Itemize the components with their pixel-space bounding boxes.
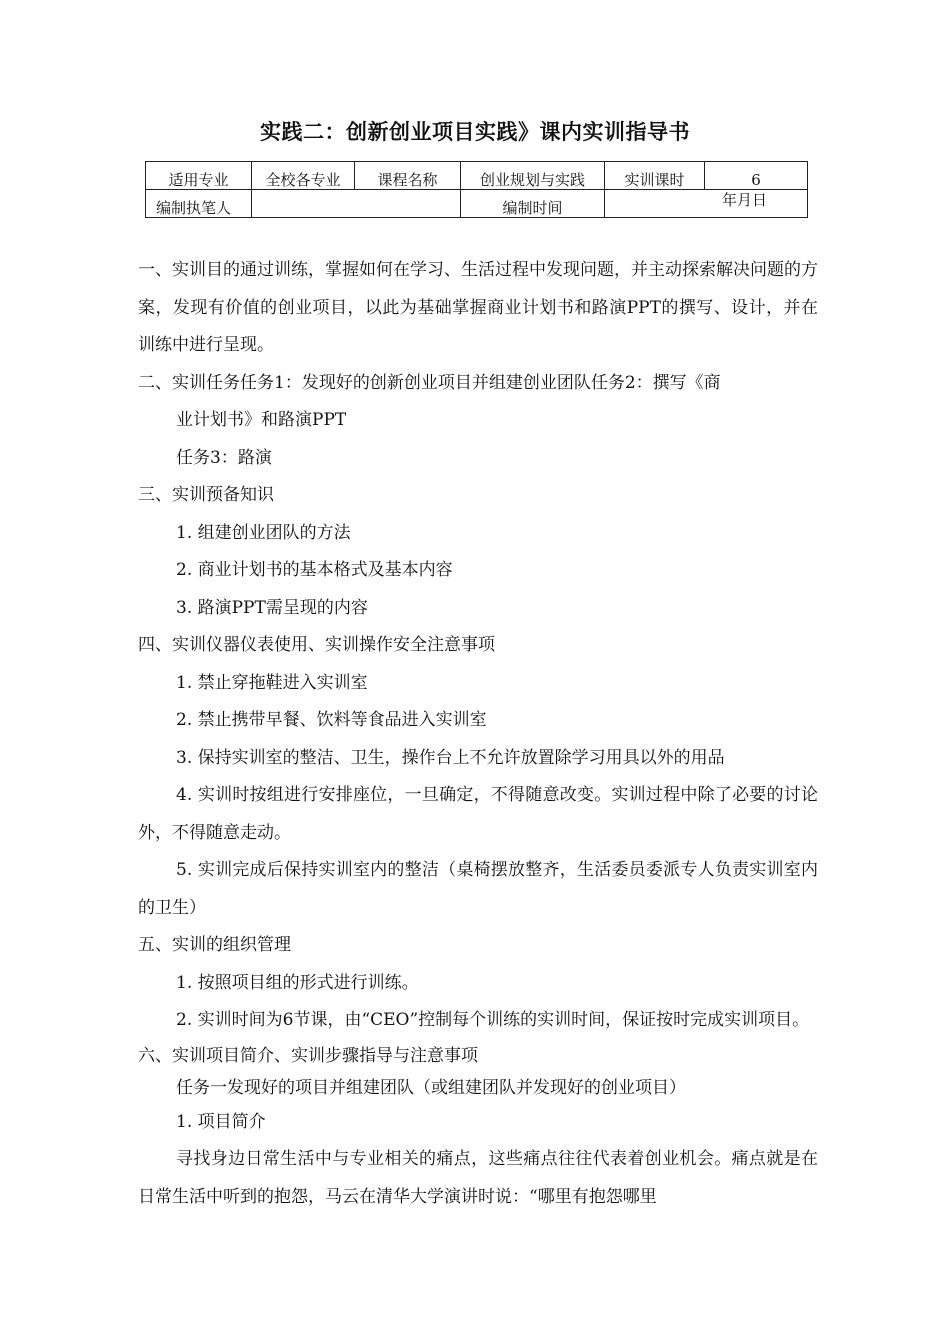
table-row (146, 190, 808, 218)
table-cell: 课程名称 (355, 162, 461, 190)
section-4-heading: 四、实训仪器仪表使用、实训操作安全注意事项 (138, 635, 495, 655)
document-body (138, 252, 818, 1216)
table-cell: 创业规划与实践 (461, 162, 605, 190)
list-item: 4. 实训时按组进行安排座位，一旦确定，不得随意改变。实训过程中除了必要的讨论外，不得随意走动。 (138, 785, 818, 843)
table-cell: 编制执笔人 (146, 190, 252, 218)
table-cell: 编制时间 (461, 190, 605, 218)
table-cell: 实训课时 (605, 162, 705, 190)
list-item: 5. 实训完成后保持实训室内的整洁（桌椅摆放整齐，生活委员委派专人负责实训室内的卫生） (138, 860, 818, 918)
section-6-heading: 六、实训项目简介、实训步骤指导与注意事项 (138, 1045, 478, 1066)
page-title: 实践二：创新创业项目实践》课内实训指导书 (260, 120, 690, 144)
list-item: 1. 组建创业团队的方法 (176, 522, 351, 543)
intro-paragraph: 寻找身边日常生活中与专业相关的痛点，这些痛点往往代表着创业机会。痛点就是在日常生活中听到的抱怨，马云在清华大学演讲时说：“哪里有抱怨哪里 (138, 1149, 818, 1207)
section-1-paragraph: 一、实训目的通过训练，掌握如何在学习、生活过程中发现问题，并主动探索解决问题的方案，发现有价值的创业项目，以此为基础掌握商业计划书和路演PPT的撰写、设计，并在训练中进行呈现。 (138, 260, 818, 355)
list-item: 3. 保持实训室的整洁、卫生，操作台上不允许放置除学习用具以外的用品 (176, 747, 725, 768)
task-one-heading: 任务一发现好的项目并组建团队（或组建团队并发现好的创业项目） (176, 1077, 686, 1098)
section-3-heading: 三、实训预备知识 (138, 485, 274, 505)
list-item: 1. 禁止穿拖鞋进入实训室 (176, 672, 368, 693)
list-item: 3. 路演PPT需呈现的内容 (176, 597, 368, 618)
list-item: 1. 按照项目组的形式进行训练。 (176, 972, 419, 993)
table-row (146, 162, 808, 190)
section-2-heading: 二、实训任务任务1：发现好的创新创业项目并组建创业团队任务2：撰写《商 (138, 372, 721, 393)
table-cell: 6 (705, 162, 808, 190)
table-cell (252, 190, 461, 218)
list-item: 2. 禁止携带早餐、饮料等食品进入实训室 (176, 710, 487, 730)
table-cell: 全校各专业 (252, 162, 355, 190)
list-item: 2. 商业计划书的基本格式及基本内容 (176, 560, 453, 580)
table-cell: 年月日 (605, 190, 808, 218)
section-5-heading: 五、实训的组织管理 (138, 935, 291, 955)
list-item: 1. 项目简介 (176, 1111, 266, 1132)
section-2-task-3: 任务3：路演 (176, 447, 272, 468)
table-cell: 适用专业 (146, 162, 252, 190)
section-2-continuation: 业计划书》和路演PPT (176, 410, 347, 430)
list-item: 2. 实训时间为6节课，由“CEO”控制每个训练的实训时间，保证按时完成实训项目。 (176, 1010, 810, 1030)
info-table (145, 161, 808, 218)
